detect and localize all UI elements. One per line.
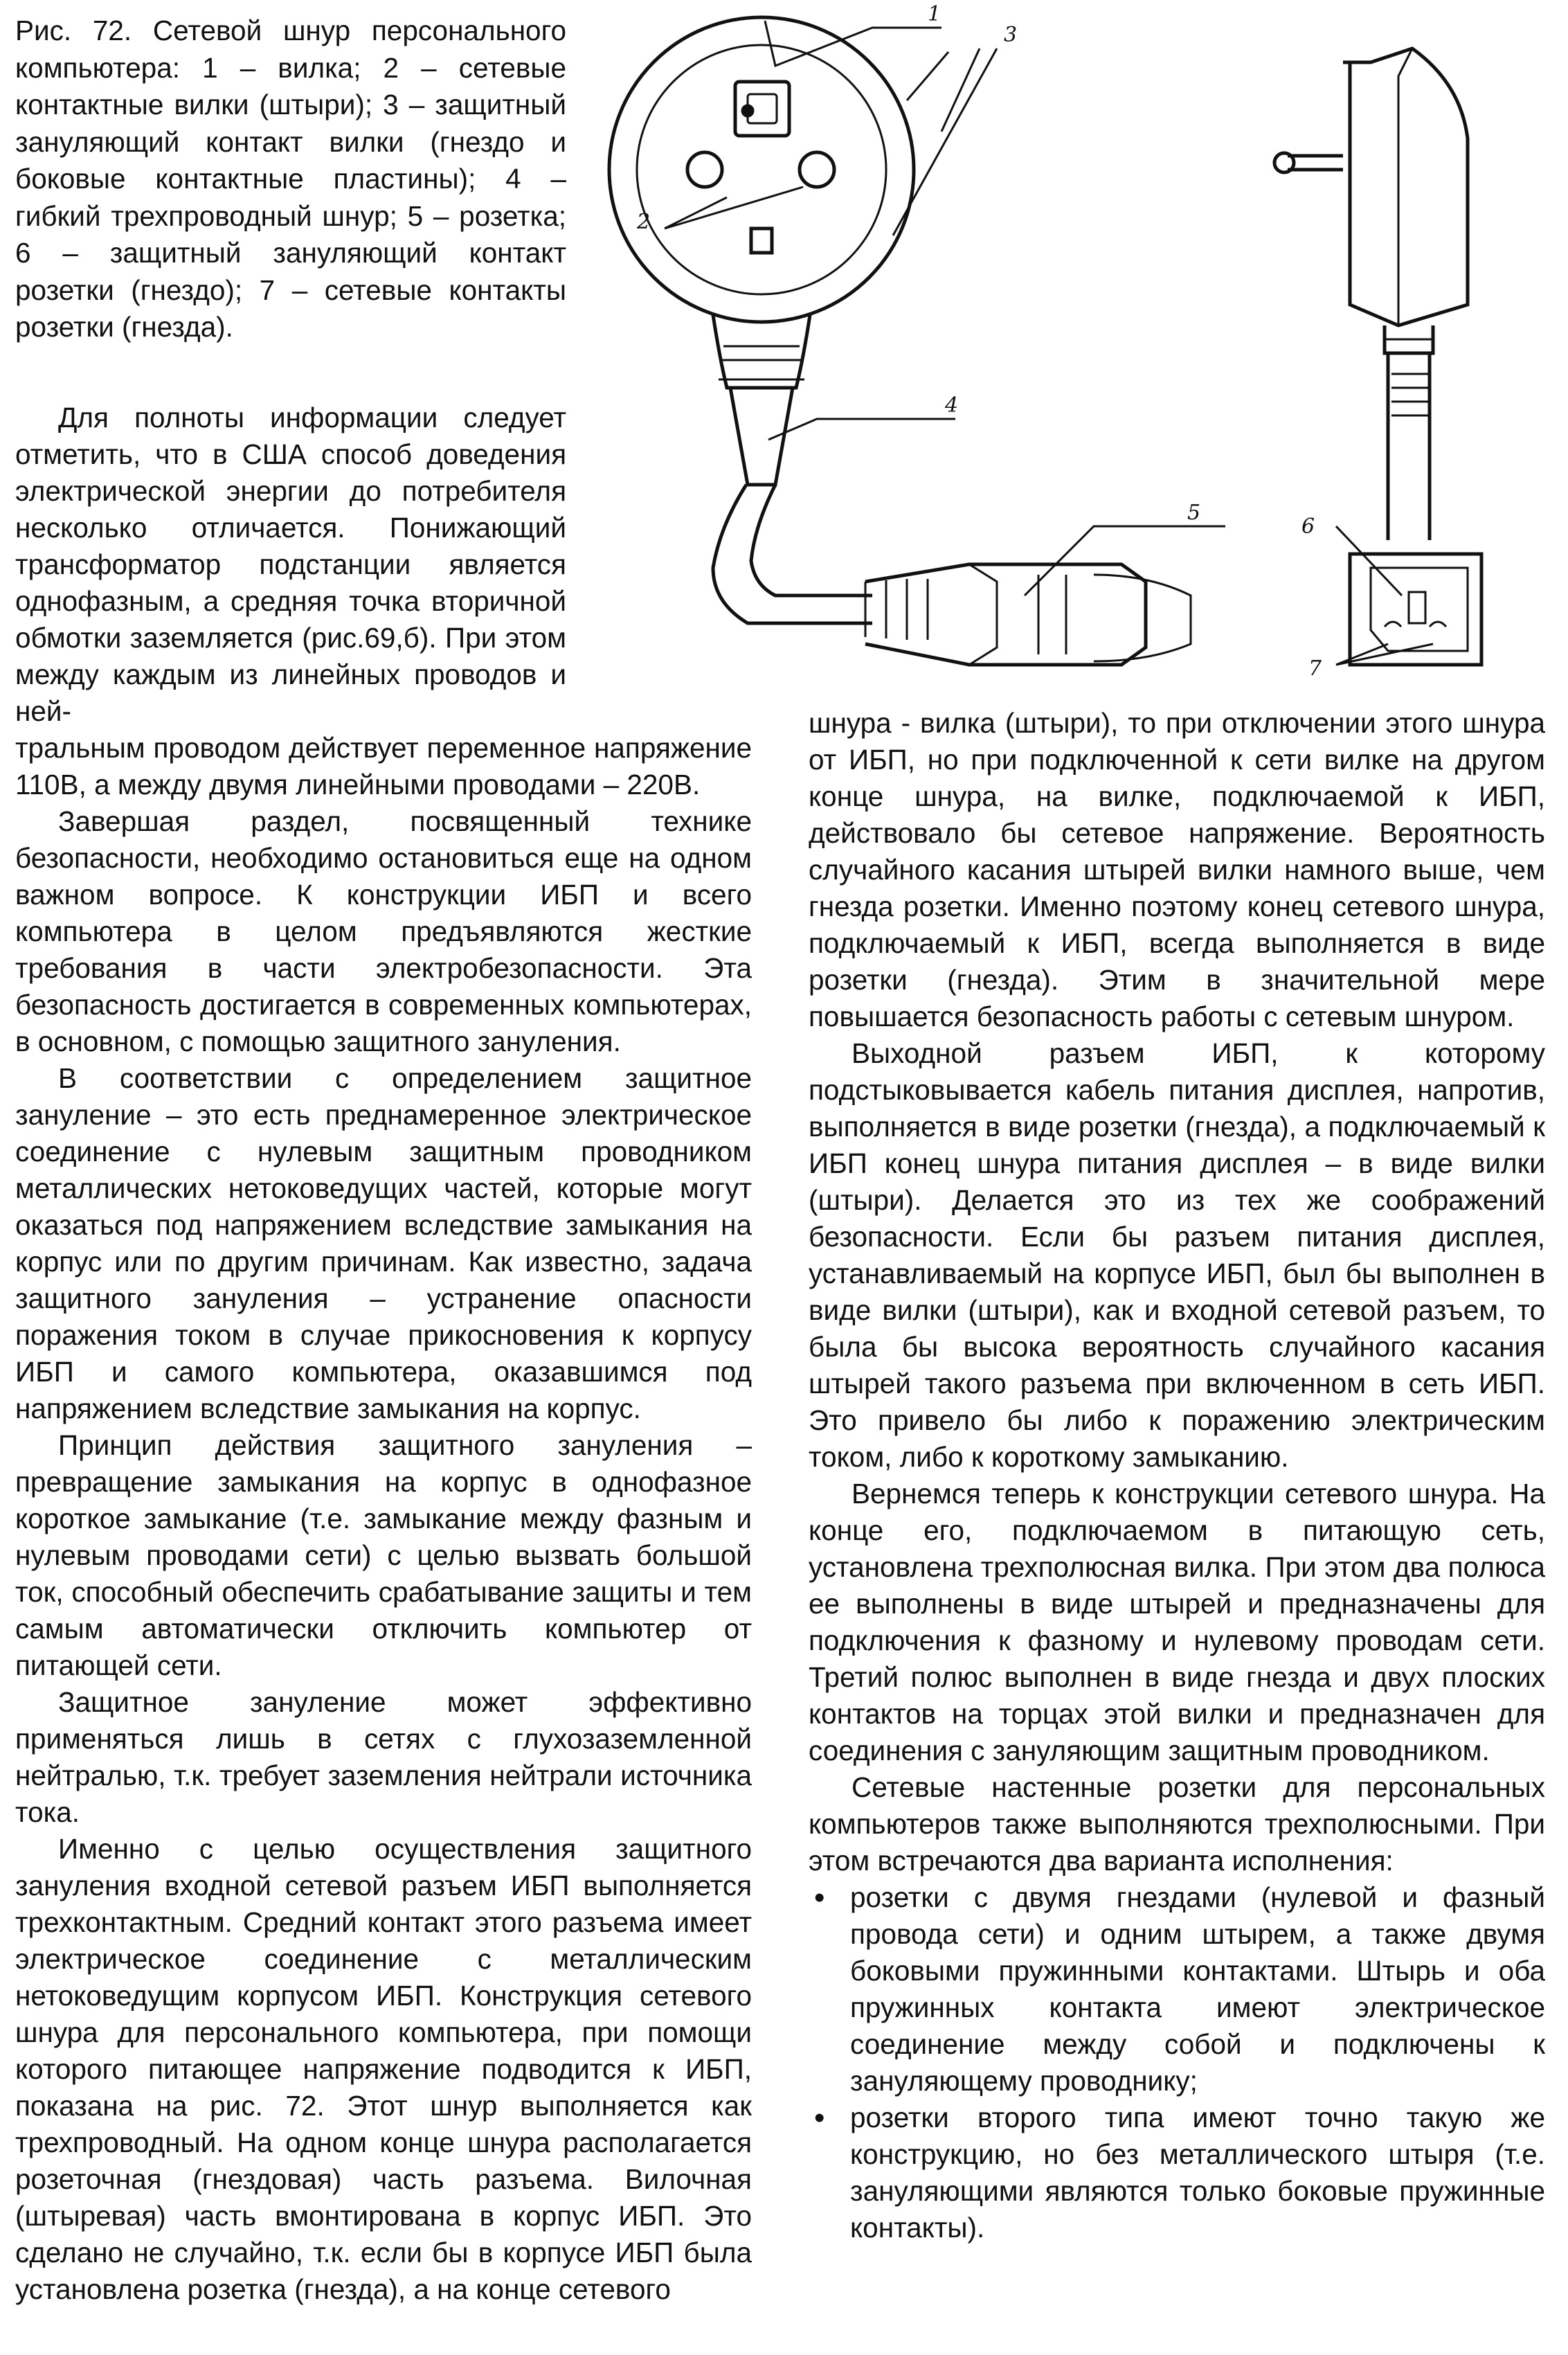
left-column	[15, 730, 752, 2308]
paragraph-cord-construction: Вернемся теперь к конструкции сетевого шнура. На конце его, подключаемом в питающую сеть, установлена трехполюсная вилка. При этом два полюса ее выполнены в виде штырей и предназначены для подключения к фазному и нулевому проводам сети. Третий полюс выполнен в виде гнезда и двух плоских контактов на торцах этой вилки и предназначен для соединения с зануляющим защитным проводником.	[809, 1478, 1545, 1766]
paragraph-connector: Именно с целью осуществления защитного зануления входной сетевой разъем ИБП выполняется трехконтактным. Средний контакт этого разъема имеет электрическое соединение с металлическим нетоковедущим корпусом ИБП. Конструкция сетевого шнура для персонального компьютера, при помощи которого питающее напряжение подводится к ИБП, показана на рис. 72. Этот шнур выполняется как трехпроводный. На одном конце шнура располагается розеточная (гнездовая) часть разъема. Вилочная (штыревая) часть вмонтирована в корпус ИБП. Это сделано не случайно, т.к. если бы в корпусе ИБП была установлена розетка (гнезда), а на конце сетевого	[15, 1833, 752, 2305]
paragraph-cord-end: шнура - вилка (штыри), то при отключении этого шнура от ИБП, но при подключенной к сети вилке на другом конце шнура, на вилке, подключаемой к ИБП, действовало бы сетевое напряжение. Вероятность случайного касания штырей вилки намного выше, чем гнезда розетки. Именно поэтому конец сетевого шнура, подключаемый к ИБП, всегда выполняется в виде розетки (гнезда). Этим в значительной мере повышается безопасность работы с сетевым шнуром.	[809, 707, 1545, 1032]
paragraph-definition: В соответствии с определением защитное зануление – это есть преднамеренное электрическое соединение с нулевым защитным проводником металлических нетоковедущих частей, которые могут оказаться под напряжением вследствие замыкания на корпус или по другим причинам. Как известно, задача защитного зануления – устранение опасности поражения током в случае прикосновения к корпусу ИБП и самого компьютера, оказавшимся под напряжением вследствие замыкания на корпус.	[15, 1062, 752, 1424]
label-7: 7	[1308, 656, 1322, 681]
paragraph-output-connector: Выходной разъем ИБП, к которому подстыковывается кабель питания дисплея, напротив, выполняется в виде розетки (гнезда), а подключаемый к ИБП конец шнура питания дисплея – в виде вилки (штыри). Делается это из тех же соображений безопасности. Если бы разъем питания дисплея, устанавливаемый на корпусе ИБП, был бы выполнен в виде вилки (штыри), как и входной сетевой разъем, то была бы высока вероятность случайного касания штырей такого разъема при включенном в сеть ИБП. Это привело бы либо к поражению электрическим током, либо к короткому замыканию.	[809, 1037, 1545, 1473]
plug-side-view	[1274, 48, 1481, 665]
paragraph-wall-sockets: Сетевые настенные розетки для персональных компьютеров также выполняются трехполюсными. При этом встречаются два варианта исполнения:	[809, 1771, 1545, 1877]
figure-caption: Рис. 72. Сетевой шнур персонального компьютера: 1 – вилка; 2 – сетевые контактные вилки (штыри); 3 – защитный зануляющий контакт вилки (гнездо и боковые контактные пластины); 4 – гибкий трехпроводный шнур; 5 – розетка; 6 – защитный зануляющий контакт розетки (гнездо); 7 – сетевые контакты розетки (гнезда).	[15, 15, 566, 343]
label-3: 3	[1004, 23, 1018, 47]
left-column-wrap	[15, 400, 566, 730]
label-4: 4	[945, 393, 959, 418]
paragraph-principle: Принцип действия защитного зануления – превращение замыкания на корпус в однофазное короткое замыкание (т.е. замыкание между фазным и нулевым проводами сети) с целью вызвать большой ток, способный обеспечить срабатывание защиты и тем самым автоматически отключить компьютер от питающей сети.	[15, 1429, 752, 1681]
paragraph-usa-rest: тральным проводом действует переменное напряжение 110В, а между двумя линейными проводами – 220В.	[15, 732, 752, 800]
label-1: 1	[928, 2, 941, 26]
label-2: 2	[637, 210, 651, 234]
bullet-socket-type-2: • розетки второго типа имеют точно такую же конструкцию, но без металлического штыря (т.е. зануляющими являются только боковые пружинные контакты).	[809, 2099, 1545, 2246]
bullet-socket-type-1: • розетки с двумя гнездами (нулевой и фазный провода сети) и одним штырем, а также двумя боковыми пружинными контактами. Штырь и оба пружинных контакта имеют электрическое соединение между собой и подключены к зануляющему проводнику;	[809, 1879, 1545, 2099]
paragraph-usa-intro: Для полноты информации следует отметить, что в США способ доведения электрической энергии до потребителя несколько отличается. Понижающий трансформатор подстанции является однофазным, а средняя точка вторичной обмотки заземляется (рис.69,б). При этом между каждым из линейных проводов и ней-	[15, 402, 566, 727]
power-cord-figure	[582, 0, 1568, 699]
right-column	[809, 705, 1545, 2246]
label-6: 6	[1301, 514, 1315, 539]
paragraph-neutral: Защитное зануление может эффективно применяться лишь в сетях с глухозаземленной нейтралью, т.к. требует заземления нейтрали источника тока.	[15, 1686, 752, 1828]
paragraph-safety: Завершая раздел, посвященный технике безопасности, необходимо остановиться еще на одном важном вопросе. К конструкции ИБП и всего компьютера в целом предъявляются жесткие требования в части электробезопасности. Эта безопасность достигается в современных компьютерах, в основном, с помощью защитного зануления.	[15, 805, 752, 1057]
leader-lines	[665, 21, 1433, 665]
plug-front-view	[609, 17, 1191, 665]
label-5: 5	[1187, 501, 1201, 525]
